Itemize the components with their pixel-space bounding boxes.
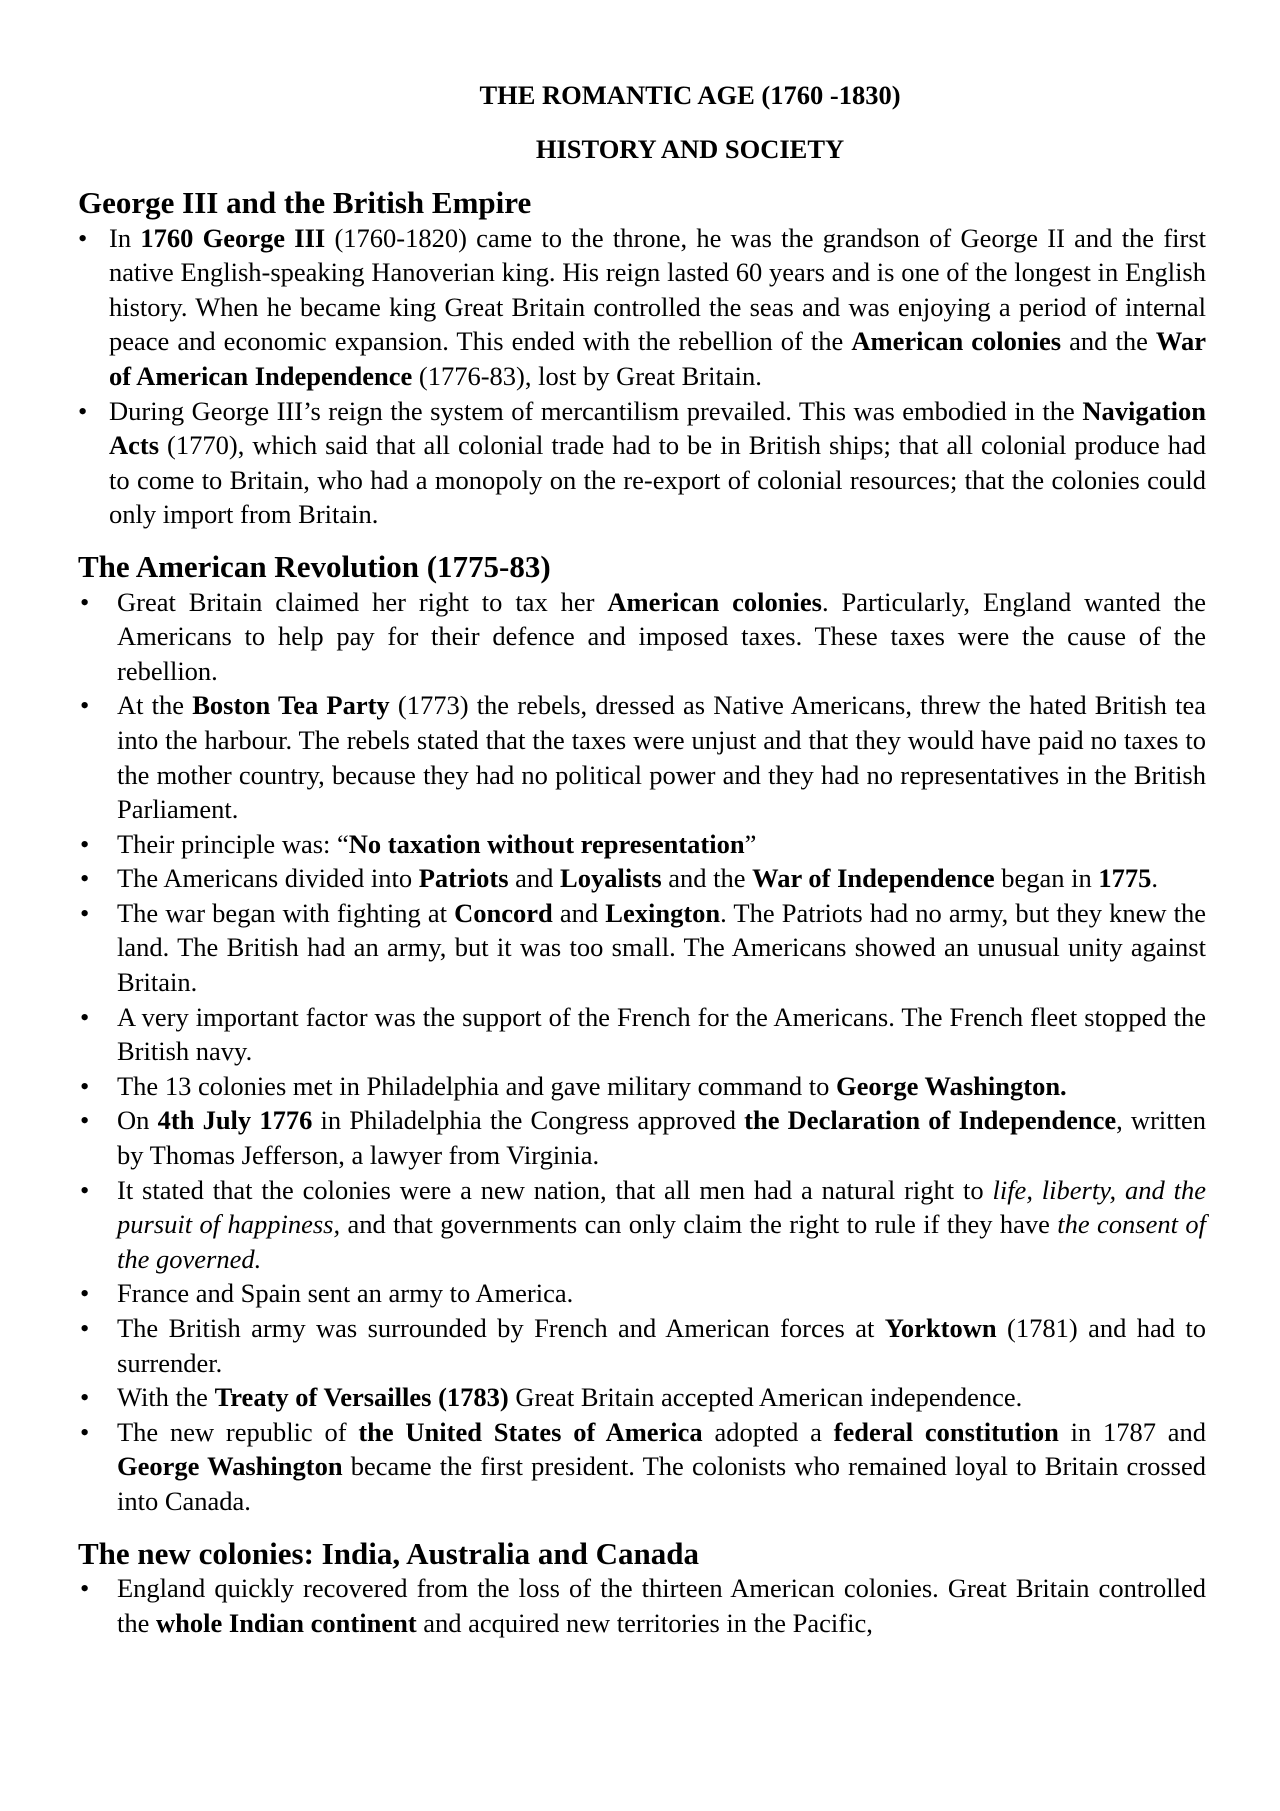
body-text: The 13 colonies met in Philadelphia and gave military command to	[117, 1070, 837, 1101]
bullet-item	[78, 1311, 1206, 1380]
bullet-item	[78, 1571, 1206, 1640]
section-heading: The American Revolution (1775-83)	[78, 548, 551, 584]
body-text: , written by Thomas Jefferson, a lawyer from Virginia.	[117, 1105, 1206, 1171]
body-text: . The Patriots had no army, but they knew the land. The British had an army, but it was too small. The Americans showed an unusual unity against Britain.	[117, 897, 1207, 998]
bold-text: Concord	[454, 897, 553, 928]
bold-text: War of Independence	[752, 863, 995, 894]
bullet-item	[78, 1000, 1206, 1069]
bold-text: American colonies	[851, 326, 1062, 357]
body-text: Their principle was: “	[117, 828, 349, 859]
body-text: During George III’s reign the system of mercantilism prevailed. This was embodied in the	[109, 395, 1083, 426]
bullet-item	[78, 1069, 1206, 1104]
body-text: Great Britain accepted American independence.	[508, 1382, 1023, 1413]
body-text: On	[117, 1105, 158, 1136]
bold-text: Loyalists	[560, 863, 662, 894]
bold-text: the Declaration of Independence	[744, 1105, 1117, 1136]
bold-text: whole Indian continent	[156, 1607, 417, 1638]
bullet-item	[78, 1415, 1206, 1519]
bullet-item	[78, 1276, 1206, 1311]
bold-text: Patriots	[418, 863, 509, 894]
body-text: England quickly recovered from the loss of the thirteen American colonies. Great Britain controlled the	[117, 1573, 1206, 1638]
body-text: (1781) and had to surrender.	[117, 1313, 1206, 1378]
body-text: A very important factor was the support of the French for the Americans. The French fleet stopped the British navy.	[117, 1001, 1206, 1067]
bold-text: Lexington	[605, 897, 721, 928]
bullet-item	[78, 1103, 1206, 1172]
bold-text: 4th July 1776	[157, 1105, 313, 1136]
body-text: began in	[994, 863, 1099, 894]
bold-text: No taxation without representation	[348, 828, 745, 859]
bold-text: War of American Independence	[109, 326, 1206, 391]
bullet-list	[78, 585, 1206, 1519]
bullet-item	[78, 221, 1206, 394]
bullet-item	[78, 1380, 1206, 1415]
body-text: Great Britain claimed her right to tax her	[117, 586, 608, 617]
bullet-item	[78, 896, 1206, 1000]
body-text: The British army was surrounded by French and American forces at	[117, 1313, 885, 1343]
bold-text: George Washington.	[836, 1070, 1067, 1101]
body-text: The war began with fighting at	[117, 897, 455, 928]
body-text: and that governments can only claim the right to rule if they have	[340, 1209, 1058, 1240]
bold-text: 1760 George III	[140, 222, 326, 253]
bold-text: the United States of America	[358, 1416, 703, 1447]
body-text: and	[508, 863, 561, 894]
body-text: The new republic of	[117, 1416, 359, 1447]
body-text: ”	[744, 828, 757, 859]
body-text: and the	[1061, 326, 1156, 357]
body-text: (1776-83), lost by Great Britain.	[412, 360, 762, 391]
body-text: and acquired new territories in the Pacific,	[416, 1607, 873, 1638]
bullet-item	[78, 394, 1206, 532]
bold-text: Navigation Acts	[109, 395, 1206, 461]
bold-text: Boston Tea Party	[192, 690, 390, 721]
italic-text: the consent of the governed.	[117, 1209, 1206, 1274]
section-heading: The new colonies: India, Australia and Canada	[78, 1535, 699, 1571]
document-subtitle: HISTORY AND SOCIETY	[535, 134, 845, 164]
body-text: . Particularly, England wanted the Americans to help pay for their defence and imposed taxes. These taxes were the cause of the rebellion.	[117, 586, 1206, 686]
bullet-item	[78, 1173, 1206, 1277]
document-title: THE ROMANTIC AGE (1760 -1830)	[479, 80, 901, 110]
bullet-item	[78, 861, 1206, 896]
body-text: The Americans divided into	[117, 863, 419, 894]
bold-text: federal constitution	[833, 1416, 1059, 1447]
bold-text: 1775	[1098, 863, 1152, 894]
body-text: At the	[117, 690, 193, 721]
bold-text: Yorktown	[884, 1313, 997, 1343]
body-text: and	[552, 897, 606, 928]
body-text: With the	[117, 1382, 215, 1413]
bullet-list	[78, 1571, 1206, 1640]
bullet-item	[78, 585, 1206, 689]
body-text: in 1787 and	[1058, 1416, 1207, 1447]
section-heading: George III and the British Empire	[78, 185, 532, 220]
body-text: adopted a	[702, 1416, 834, 1447]
body-text: France and Spain sent an army to America.	[117, 1278, 574, 1309]
italic-text: life, liberty, and the pursuit of happiness,	[117, 1174, 1206, 1240]
section-george-iii	[78, 186, 1206, 532]
body-text: (1770), which said that all colonial trade had to be in British ships; that all colonial produce had to come to Britain, who had a monopoly on the re-export of colonial resources; that the colonies could only import from Britain.	[109, 430, 1206, 530]
body-text: and the	[661, 863, 753, 894]
bullet-list	[78, 221, 1206, 532]
section-american-revolution	[78, 550, 1206, 1519]
section-new-colonies	[78, 1537, 1206, 1641]
body-text: In	[109, 222, 141, 253]
bold-text: Treaty of Versailles (1783)	[214, 1382, 509, 1413]
body-text: (1773) the rebels, dressed as Native Americans, threw the hated British tea into the harbour. The rebels stated that the taxes were unjust and that they would have paid no taxes to the mother country, because they had no political power and they had no representatives in the British Parliament.	[117, 690, 1206, 825]
bold-text: American colonies	[607, 586, 822, 617]
body-text: .	[1151, 863, 1159, 894]
bullet-item	[78, 827, 1206, 862]
bullet-item	[78, 688, 1206, 826]
bold-text: George Washington	[117, 1451, 343, 1482]
body-text: in Philadelphia the Congress approved	[312, 1105, 745, 1136]
body-text: became the first president. The colonists who remained loyal to Britain crossed into Canada.	[117, 1451, 1206, 1516]
body-text: (1760-1820) came to the throne, he was the grandson of George II and the first native English-speaking Hanoverian king. His reign lasted 60 years and is one of the longest in English history. When he became king Great Britain controlled the seas and was enjoying a period of internal peace and economic expansion. This ended with the rebellion of the	[109, 222, 1207, 357]
body-text: It stated that the colonies were a new nation, that all men had a natural right to	[117, 1174, 993, 1205]
